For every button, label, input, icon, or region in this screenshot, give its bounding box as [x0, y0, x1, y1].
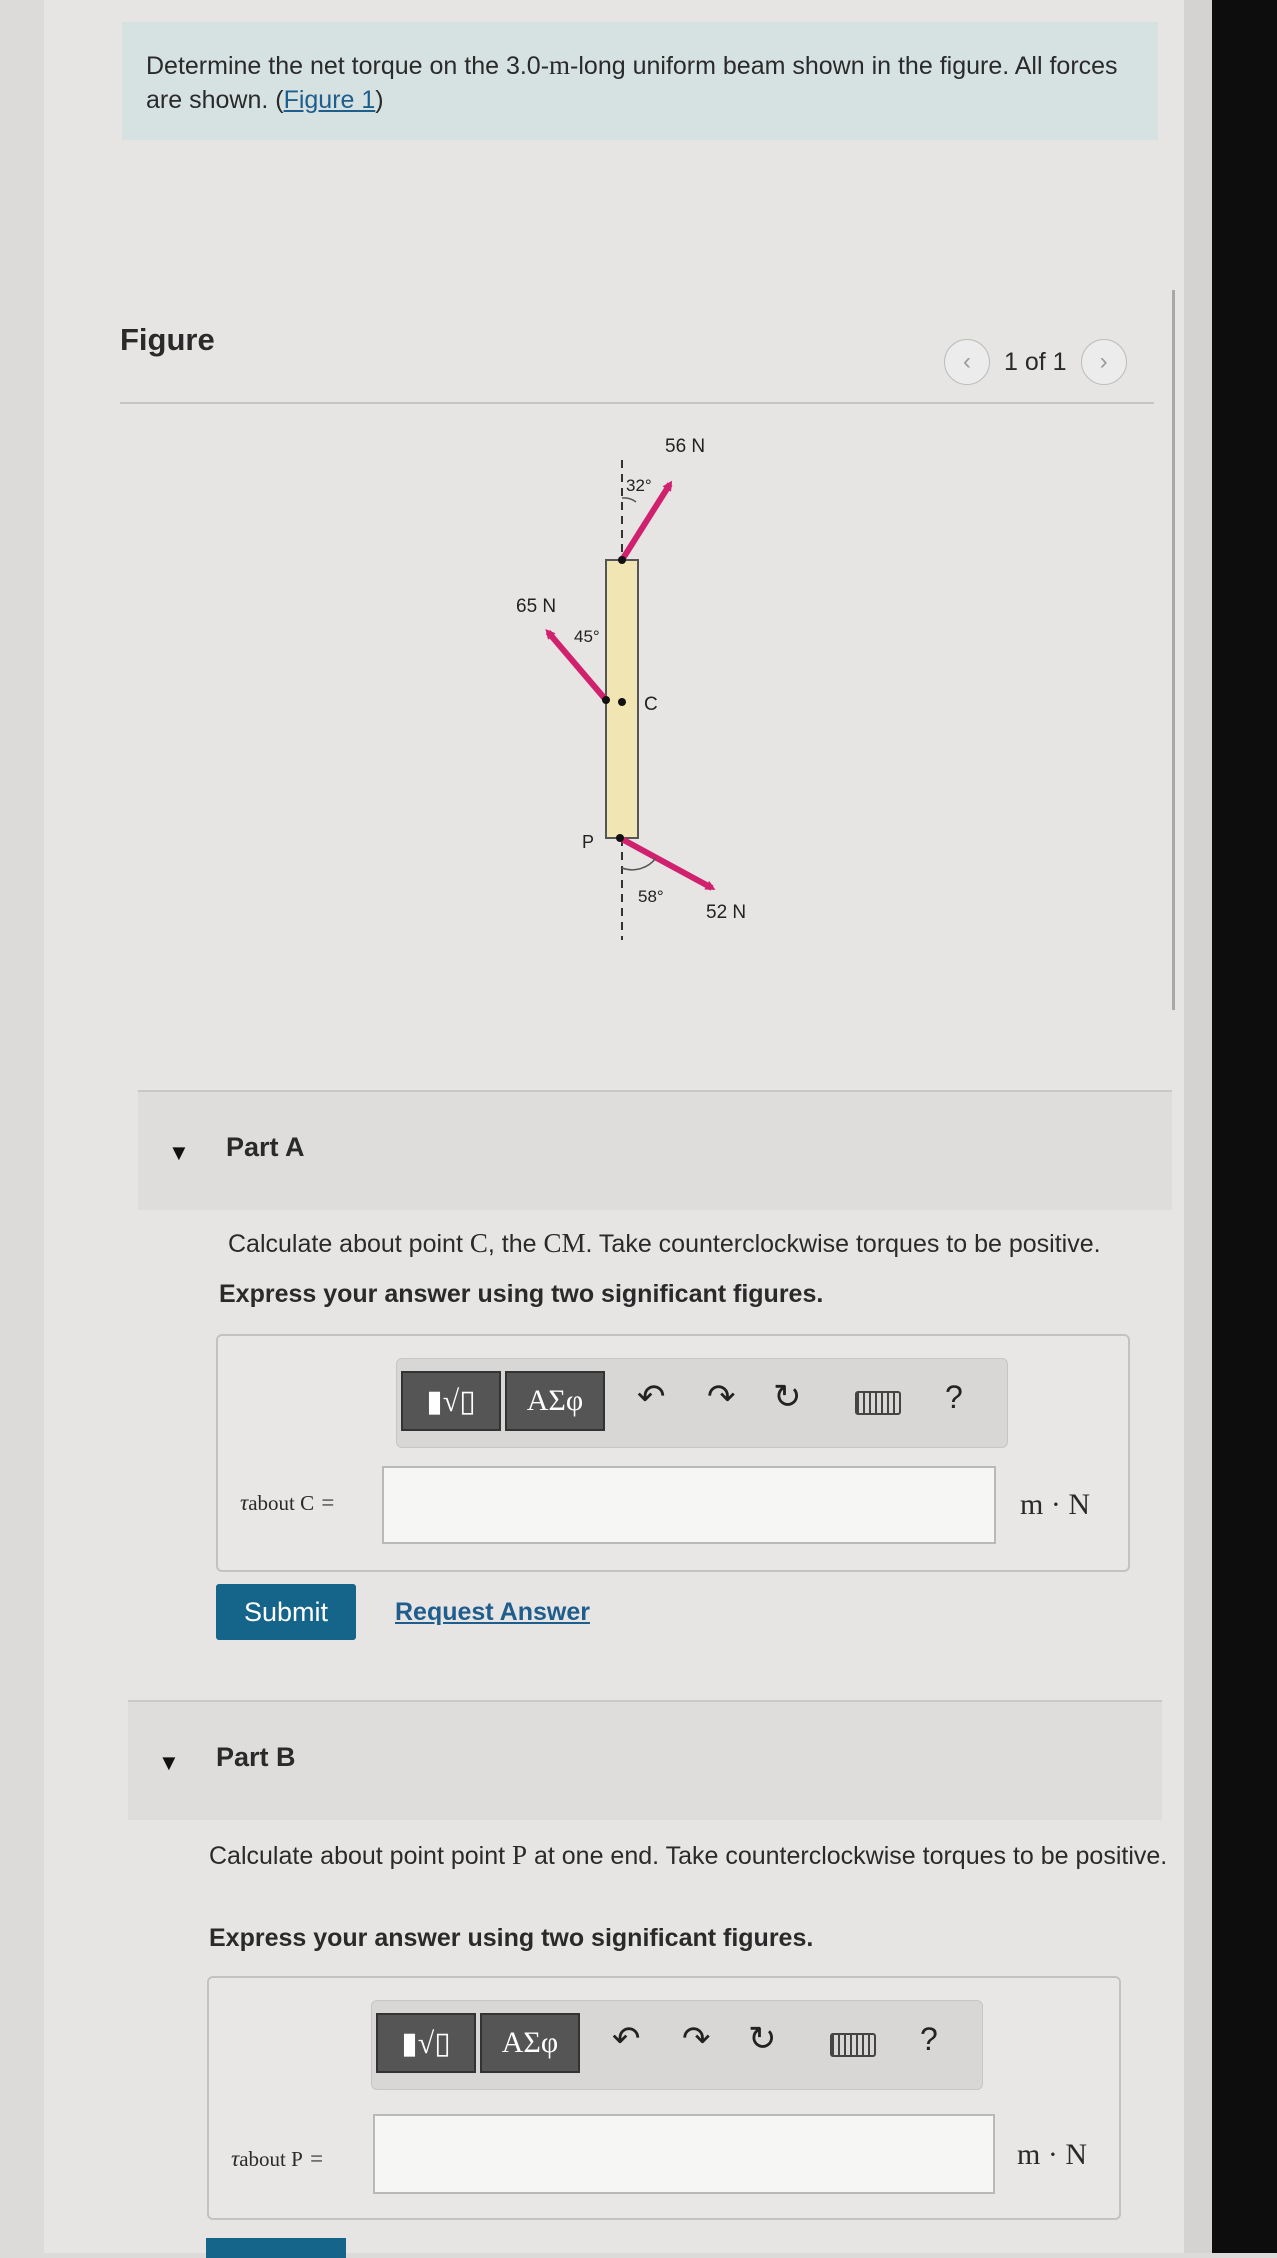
figure-divider	[120, 402, 1154, 404]
part-b-answer-box	[207, 1976, 1121, 2220]
greek-symbols-button[interactable]: ΑΣφ	[505, 1371, 605, 1431]
label-point-c: C	[644, 694, 658, 715]
label-angle-left: 45°	[574, 627, 600, 646]
point-p-dot	[616, 834, 624, 842]
part-b-label: Part B	[216, 1742, 296, 1772]
part-a-answer-box	[216, 1334, 1130, 1572]
force-arrow-bottom	[620, 838, 712, 888]
beam-figure	[460, 420, 820, 980]
part-b-answer-input[interactable]	[373, 2114, 995, 2194]
part-a-math-toolbar	[396, 1358, 1008, 1448]
force-point-top	[618, 556, 626, 564]
label-angle-top: 32°	[626, 476, 652, 495]
templates-button[interactable]	[401, 1371, 501, 1431]
force-point-left	[602, 696, 610, 704]
part-a-submit-button[interactable]: Submit	[216, 1584, 356, 1640]
redo-icon[interactable]: ↷	[707, 1378, 736, 1416]
undo-icon[interactable]: ↶	[637, 1378, 666, 1416]
help-icon[interactable]: ?	[945, 1379, 963, 1415]
label-force-left: 65 N	[516, 596, 557, 617]
sqrt-template-icon: ▮√▯	[401, 2026, 451, 2060]
angle-arc-bottom	[622, 858, 656, 870]
chevron-left-icon: ‹	[963, 348, 971, 375]
force-arrow-top	[622, 484, 670, 560]
right-gutter	[1184, 0, 1212, 2253]
help-icon[interactable]: ?	[920, 2021, 938, 2057]
keyboard-icon[interactable]	[830, 2033, 876, 2057]
undo-icon[interactable]: ↶	[612, 2020, 641, 2058]
figure-pager	[944, 342, 1127, 382]
screen-edge	[1212, 0, 1277, 2253]
next-figure-button[interactable]	[1081, 339, 1127, 385]
collapse-triangle-icon[interactable]: ▼	[168, 1140, 190, 1165]
chevron-right-icon: ›	[1099, 348, 1108, 375]
angle-arc-top	[622, 498, 636, 502]
label-point-p: P	[582, 832, 595, 852]
redo-icon[interactable]: ↷	[682, 2020, 711, 2058]
part-b-instruction: Express your answer using two significant figures.	[209, 1924, 814, 1952]
part-b-question: Calculate about point point P at one end. Take counterclockwise torques to be positive.	[209, 1840, 1168, 1870]
prev-figure-button[interactable]	[944, 339, 990, 385]
part-b-math-toolbar	[371, 2000, 983, 2090]
part-a-label: Part A	[226, 1132, 305, 1162]
scrollbar[interactable]	[1172, 290, 1175, 1010]
part-b-header[interactable]	[128, 1700, 1162, 1820]
greek-symbols-button[interactable]: ΑΣφ	[480, 2013, 580, 2073]
keyboard-icon[interactable]	[855, 1391, 901, 1415]
sqrt-template-icon: ▮√▯	[426, 1384, 476, 1418]
part-b-unit: m · N	[1017, 2138, 1087, 2171]
part-b-submit-button[interactable]	[206, 2238, 346, 2258]
label-angle-bottom: 58°	[638, 887, 664, 906]
part-a-unit: m · N	[1020, 1488, 1090, 1521]
part-a-instruction: Express your answer using two significant figures.	[219, 1280, 824, 1308]
point-c-dot	[618, 698, 626, 706]
label-force-bottom: 52 N	[706, 902, 747, 923]
part-a-variable-label: τabout C =	[240, 1490, 336, 1515]
pager-text: 1 of 1	[1004, 347, 1067, 376]
part-a-answer-input[interactable]	[382, 1466, 996, 1544]
figure-link[interactable]: Figure 1	[283, 86, 376, 114]
part-a-request-answer-link[interactable]: Request Answer	[395, 1598, 590, 1626]
part-b-variable-label: τabout P =	[231, 2146, 325, 2171]
problem-statement: Determine the net torque on the 3.0-m-long uniform beam shown in the figure. All forces are shown. (Figure 1)	[122, 22, 1158, 140]
collapse-triangle-icon[interactable]: ▼	[158, 1750, 180, 1775]
label-force-top: 56 N	[665, 436, 706, 457]
part-a-question: Calculate about point C, the CM. Take counterclockwise torques to be positive.	[228, 1228, 1101, 1258]
templates-button[interactable]	[376, 2013, 476, 2073]
reset-icon[interactable]: ↻	[748, 2020, 777, 2058]
part-a-header[interactable]	[138, 1090, 1172, 1210]
reset-icon[interactable]: ↻	[773, 1378, 802, 1416]
figure-title: Figure	[120, 322, 215, 357]
